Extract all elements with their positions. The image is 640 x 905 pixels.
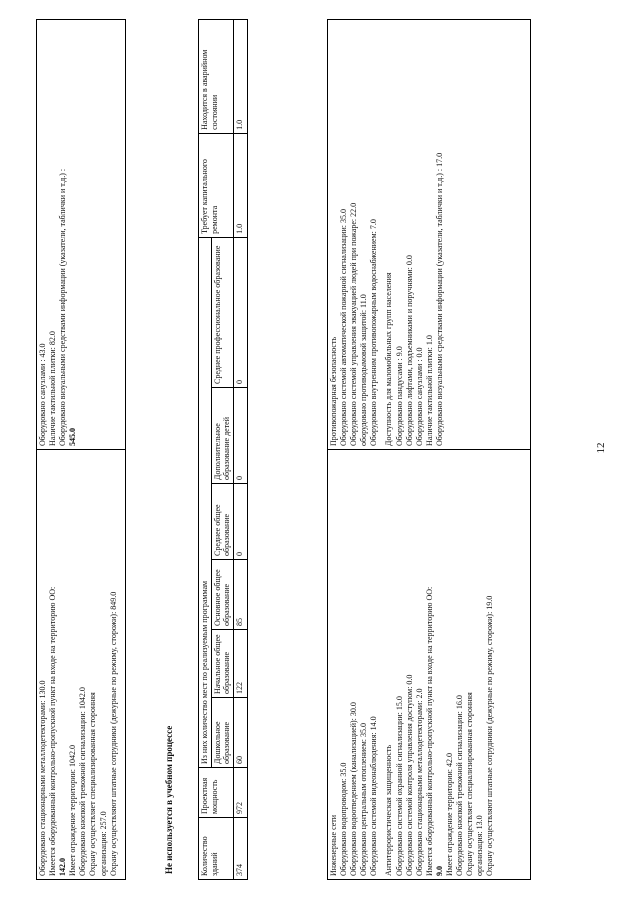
text-line: Оборудовано санузлами : 0.0 [414,347,424,446]
cell-capacity: 972 [233,768,247,818]
section-title-accessibility: Доступность для маломобильных групп населения [384,272,394,446]
capacity-table [198,19,248,880]
not-used-note: Не используется в учебном процессе [164,725,174,874]
text-line: 142.0 [58,858,68,876]
bottom-summary-box [327,19,531,880]
text-line: Имеется оборудованный контрольно-пропускной пункт на входе на территорию ОО: [424,586,434,876]
cell-repair: 1.0 [233,133,247,237]
top-left-cell [37,450,126,880]
text-line: 9.0 [434,866,444,876]
header-emergency: Находится в аварийном состоянии [199,19,234,133]
header-places-group: Из них количество мест по реализуемым программам [199,237,212,767]
text-line: Охрану осуществляют штатные сотрудники (дежурные по режиму, сторожи): 19.0 [485,595,495,876]
text-line: Охрану осуществляет специализированная сторонняя [88,692,98,876]
header-capacity: Проектная мощность [199,768,234,818]
text-line: Оборудовано санузлами : 43.0 [38,343,47,446]
text-line: Оборудовано визуальными средствами информации (указатели, таблички и т.д.) : [58,168,68,446]
header-additional: Дополнительное образование детей [211,388,233,484]
header-secondary: Среднее общее образование [211,484,233,560]
text-line: Оборудовано внутренним противопожарным водоснабжением: 7.0 [369,219,379,446]
bottom-right-cell [328,20,531,450]
text-line: Оборудовано стационарными металлодетекторами: 2.0 [414,688,424,876]
text-line: Наличие тактильной плитки: 82.0 [48,331,58,446]
text-line: Оборудовано визуальными средствами информации (указатели, таблички и т.д.) : 17.0 [434,152,444,446]
text-line: Оборудовано водоотведением (канализацией): 30.0 [349,702,359,876]
text-line: Охрану осуществляют штатные сотрудники (дежурные по режиму, сторожи): 849.0 [108,591,118,876]
text-line: Оборудовано системой контроля управления доступом: 0.0 [404,674,414,876]
text-line: организация: 13.0 [475,815,485,876]
text-line: Оборудовано системой видеонаблюдения: 14.0 [369,716,379,876]
text-line: Имеет ограждение территории: 42.0 [445,752,455,876]
text-line: Оборудовано водопроводом: 35.0 [339,762,349,876]
cell-buildings: 374 [233,818,247,880]
text-line: Наличие тактильной плитки: 1.0 [424,335,434,446]
cell-additional: 0 [233,388,247,484]
text-line: Оборудовано центральным отоплением: 35.0 [359,722,369,876]
text-line: Имеет ограждение территории: 1042.0 [68,744,78,876]
cell-secondary: 0 [233,484,247,560]
bottom-left-cell [328,450,531,880]
cell-basic: 85 [233,560,247,630]
text-line: Имеется оборудованный контрольно-пропускной пункт на входе на территорию ОО: [48,586,58,876]
top-summary-box [36,19,126,880]
text-line: Оборудовано лифтами, подъемниками и поручнями: 0.0 [404,255,414,446]
text-line: Оборудовано кнопкой тревожной сигнализации: 1042.0 [78,687,88,876]
cell-primary: 122 [233,630,247,698]
text-line: организация: 257.0 [98,811,108,876]
cell-emergency: 1.0 [233,19,247,133]
page-number: 12 [595,442,607,454]
header-buildings: Количество зданий [199,818,234,880]
rotated-content [30,20,630,880]
text-line: оборудовано противодымовой защитой: 11.0 [359,294,369,446]
text-line: Оборудовано кнопкой тревожной сигнализации: 16.0 [455,695,465,876]
header-primary: Начальное общее образование [211,630,233,698]
header-basic: Основное общее образование [211,560,233,630]
section-title-fire: Противопожарная безопасность [329,336,338,446]
header-repair: Требует капитального ремонта [199,133,234,237]
header-preschool: Дошкольное образование [211,698,233,768]
text-line: Оборудовано системой автоматической пожарной сигнализации: 35.0 [339,209,349,446]
section-title-antiterror: Антитеррористическая защищенность [384,744,394,876]
text-line: Оборудовано стационарными металлодетекторами: 130.0 [38,680,47,876]
text-line: Оборудовано системой управления эвакуацией людей при пожаре: 22.0 [349,202,359,446]
cell-preschool: 60 [233,698,247,768]
header-vocational: Среднее профессиональное образование [211,237,233,387]
section-title-engineering: Инженерные сети [329,814,338,876]
text-line: Оборудовано системой охранной сигнализации: 15.0 [394,696,404,876]
text-line: Оборудовано пандусами : 9.0 [394,346,404,446]
text-line: Охрану осуществляет специализированная сторонняя [465,692,475,876]
table-row [233,19,247,879]
top-right-cell [37,20,126,450]
text-line: 545.0 [68,428,78,446]
cell-vocational: 0 [233,237,247,387]
